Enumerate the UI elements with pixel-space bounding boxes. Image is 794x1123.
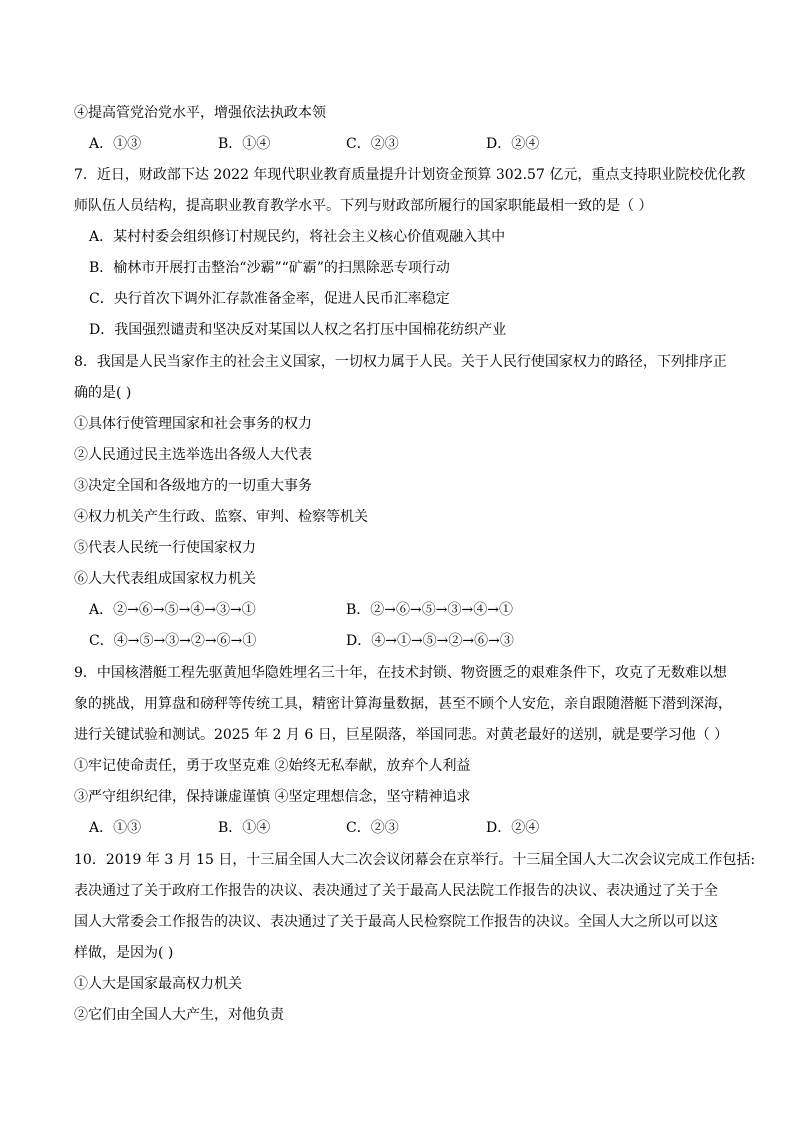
- q10-stem-line-4: 样做，是因为( ): [74, 945, 174, 961]
- q8-option-a[interactable]: A．②→⑥→⑤→④→③→①: [89, 602, 256, 618]
- q9-statements-line-1: ①牢记使命责任，勇于攻坚克难 ②始终无私奉献，放弃个人利益: [74, 758, 471, 774]
- q6-option-c[interactable]: C．②③: [346, 136, 399, 152]
- q8-stem-line-1: 8．我国是人民当家作主的社会主义国家，一切权力属于人民。关于人民行使国家权力的路径，下列排序正: [74, 354, 727, 370]
- q8-option-d[interactable]: D．④→①→⑤→②→⑥→③: [346, 633, 514, 649]
- q9-stem-line-1: 9．中国核潜艇工程先驱黄旭华隐姓埋名三十年，在技术封锁、物资匮乏的艰难条件下，攻克了无数难以想: [74, 665, 727, 681]
- q6-option-a[interactable]: A．①③: [89, 136, 142, 152]
- q9-stem-line-2: 象的挑战，用算盘和磅秤等传统工具，精密计算海量数据，甚至不顾个人安危，亲自跟随潜艇下潜到深海，: [74, 696, 732, 712]
- q9-option-b[interactable]: B．①④: [218, 820, 271, 836]
- q10-stem-line-2: 表决通过了关于政府工作报告的决议、表决通过了关于最高人民法院工作报告的决议、表决通过了关于全: [74, 883, 718, 899]
- q7-option-a[interactable]: A．某村村委会组织修订村规民约，将社会主义核心价值观融入其中: [89, 229, 506, 245]
- q10-statement-2: ②它们由全国人大产生，对他负责: [74, 1007, 284, 1023]
- q7-option-d[interactable]: D．我国强烈谴责和坚决反对某国以人权之名打压中国棉花纺织产业: [89, 322, 507, 338]
- q7-stem-line-1: 7．近日，财政部下达 2022 年现代职业教育质量提升计划资金预算 302.57 亿元，重点支持职业院校优化教: [74, 167, 746, 183]
- q7-option-b[interactable]: B．榆林市开展打击整治“沙霸”“矿霸”的扫黑除恶专项行动: [89, 260, 450, 276]
- q8-statement-6: ⑥人大代表组成国家权力机关: [74, 571, 256, 587]
- q8-statement-2: ②人民通过民主选举选出各级人大代表: [74, 447, 312, 463]
- q8-stem-line-2: 确的是( ): [74, 385, 132, 401]
- q6-option-d[interactable]: D．②④: [486, 136, 540, 152]
- q9-option-a[interactable]: A．①③: [89, 820, 142, 836]
- q9-statements-line-2: ③严守组织纪律，保持谦虚谨慎 ④坚定理想信念，坚守精神追求: [74, 789, 471, 805]
- q7-option-c[interactable]: C．央行首次下调外汇存款准备金率，促进人民币汇率稳定: [89, 291, 450, 307]
- q8-statement-1: ①具体行使管理国家和社会事务的权力: [74, 416, 312, 432]
- q10-stem-line-1: 10．2019 年 3 月 15 日，十三届全国人大二次会议闭幕会在京举行。十三届全国人大二次会议完成工作包括:: [74, 852, 756, 868]
- q10-stem-line-3: 国人大常委会工作报告的决议、表决通过了关于最高人民检察院工作报告的决议。全国人大之所以可以这: [74, 914, 718, 930]
- q8-option-b[interactable]: B．②→⑥→⑤→③→④→①: [346, 602, 513, 618]
- q6-statement-4: ④提高管党治党水平，增强依法执政本领: [74, 105, 326, 121]
- q6-option-b[interactable]: B．①④: [218, 136, 271, 152]
- q8-statement-4: ④权力机关产生行政、监察、审判、检察等机关: [74, 509, 368, 525]
- q10-statement-1: ①人大是国家最高权力机关: [74, 976, 242, 992]
- q8-statement-3: ③决定全国和各级地方的一切重大事务: [74, 478, 312, 494]
- q8-option-c[interactable]: C．④→⑤→③→②→⑥→①: [89, 633, 257, 649]
- q9-stem-line-3: 进行关键试验和测试。2025 年 2 月 6 日，巨星陨落，举国同悲。对黄老最好的送别，就是要学习他（ ）: [74, 727, 729, 743]
- q9-option-c[interactable]: C．②③: [346, 820, 399, 836]
- q7-stem-line-2: 师队伍人员结构，提高职业教育教学水平。下列与财政部所履行的国家职能最相一致的是（ ）: [74, 198, 653, 214]
- q8-statement-5: ⑤代表人民统一行使国家权力: [74, 540, 256, 556]
- q9-option-d[interactable]: D．②④: [486, 820, 540, 836]
